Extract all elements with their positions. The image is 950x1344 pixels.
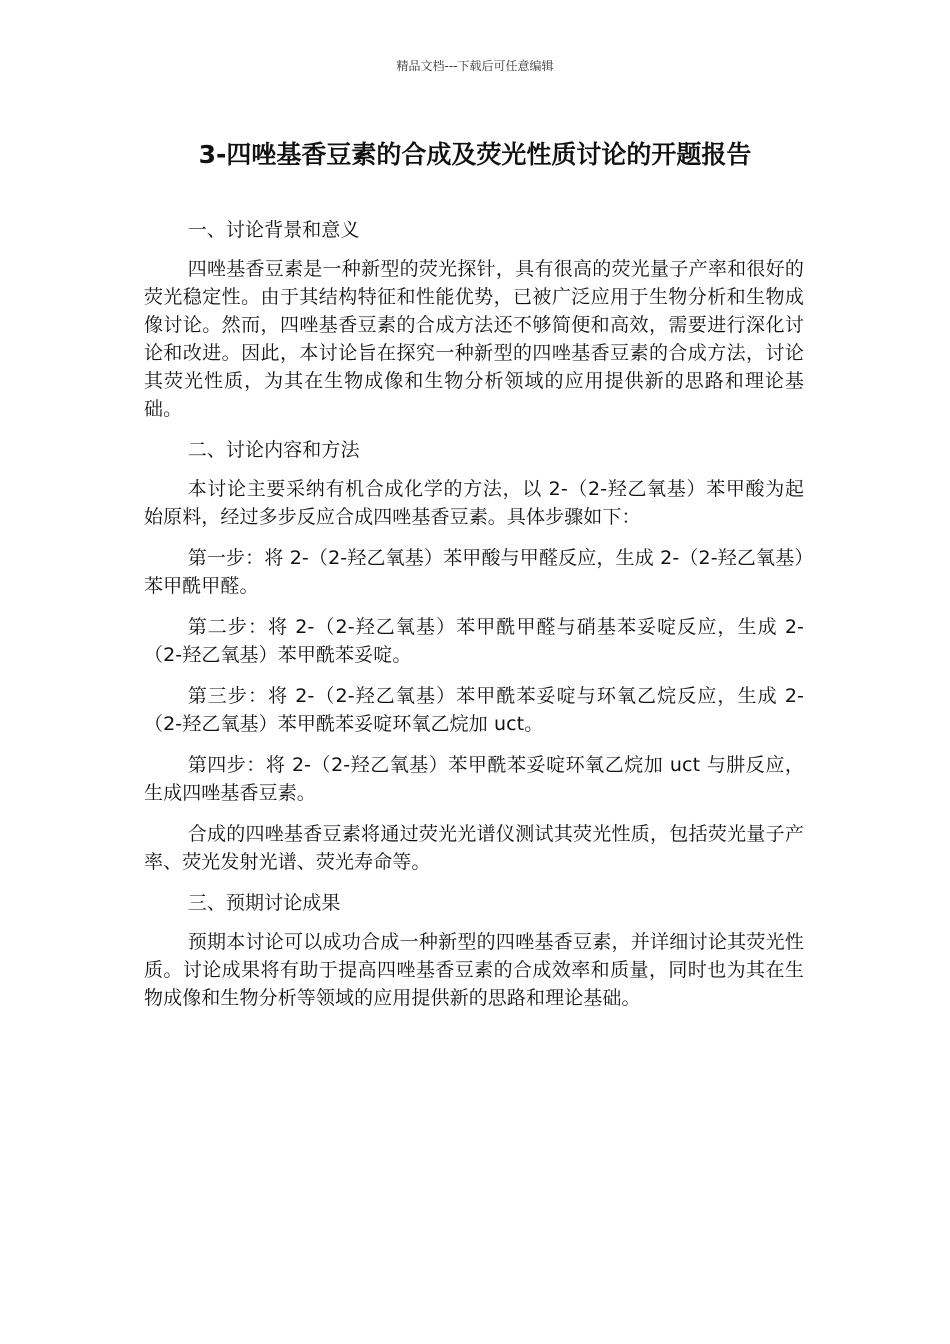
methods-testing-paragraph: 合成的四唑基香豆素将通过荧光光谱仪测试其荧光性质，包括荧光量子产率、荧光发射光谱、荧光寿命等。 (144, 823, 804, 873)
document-body (144, 216, 804, 1025)
method-step-1: 第一步：将 2-（2-羟乙氧基）苯甲酸与甲醛反应，生成 2-（2-羟乙氧基）苯甲酰甲醛。 (144, 547, 804, 597)
section-heading-outcomes: 三、预期讨论成果 (187, 892, 341, 914)
method-step-3: 第三步：将 2-（2-羟乙氧基）苯甲酰苯妥啶与环氧乙烷反应，生成 2-（2-羟乙氧基）苯甲酰苯妥啶环氧乙烷加 uct。 (144, 685, 804, 735)
document-title: 3-四唑基香豆素的合成及荧光性质讨论的开题报告 (198, 140, 752, 169)
methods-intro-paragraph: 本讨论主要采纳有机合成化学的方法，以 2-（2-羟乙氧基）苯甲酸为起始原料，经过多步反应合成四唑基香豆素。具体步骤如下： (144, 478, 804, 528)
page-header: 精品文档---下载后可任意编辑 (396, 59, 554, 73)
section-heading-methods: 二、讨论内容和方法 (187, 439, 360, 461)
method-step-2: 第二步：将 2-（2-羟乙氧基）苯甲酰甲醛与硝基苯妥啶反应，生成 2-（2-羟乙氧基）苯甲酰苯妥啶。 (144, 616, 804, 666)
method-step-4: 第四步：将 2-（2-羟乙氧基）苯甲酰苯妥啶环氧乙烷加 uct 与肼反应，生成四唑基香豆素。 (144, 754, 804, 804)
background-paragraph: 四唑基香豆素是一种新型的荧光探针，具有很高的荧光量子产率和很好的荧光稳定性。由于其结构特征和性能优势，已被广泛应用于生物分析和生物成像讨论。然而，四唑基香豆素的合成方法还不够简便和高效，需要进行深化讨论和改进。因此，本讨论旨在探究一种新型的四唑基香豆素的合成方法，讨论其荧光性质，为其在生物成像和生物分析领域的应用提供新的思路和理论基础。 (144, 258, 804, 420)
section-heading-background: 一、讨论背景和意义 (187, 219, 360, 241)
outcomes-paragraph: 预期本讨论可以成功合成一种新型的四唑基香豆素，并详细讨论其荧光性质。讨论成果将有助于提高四唑基香豆素的合成效率和质量，同时也为其在生物成像和生物分析等领域的应用提供新的思路和理论基础。 (144, 931, 804, 1009)
